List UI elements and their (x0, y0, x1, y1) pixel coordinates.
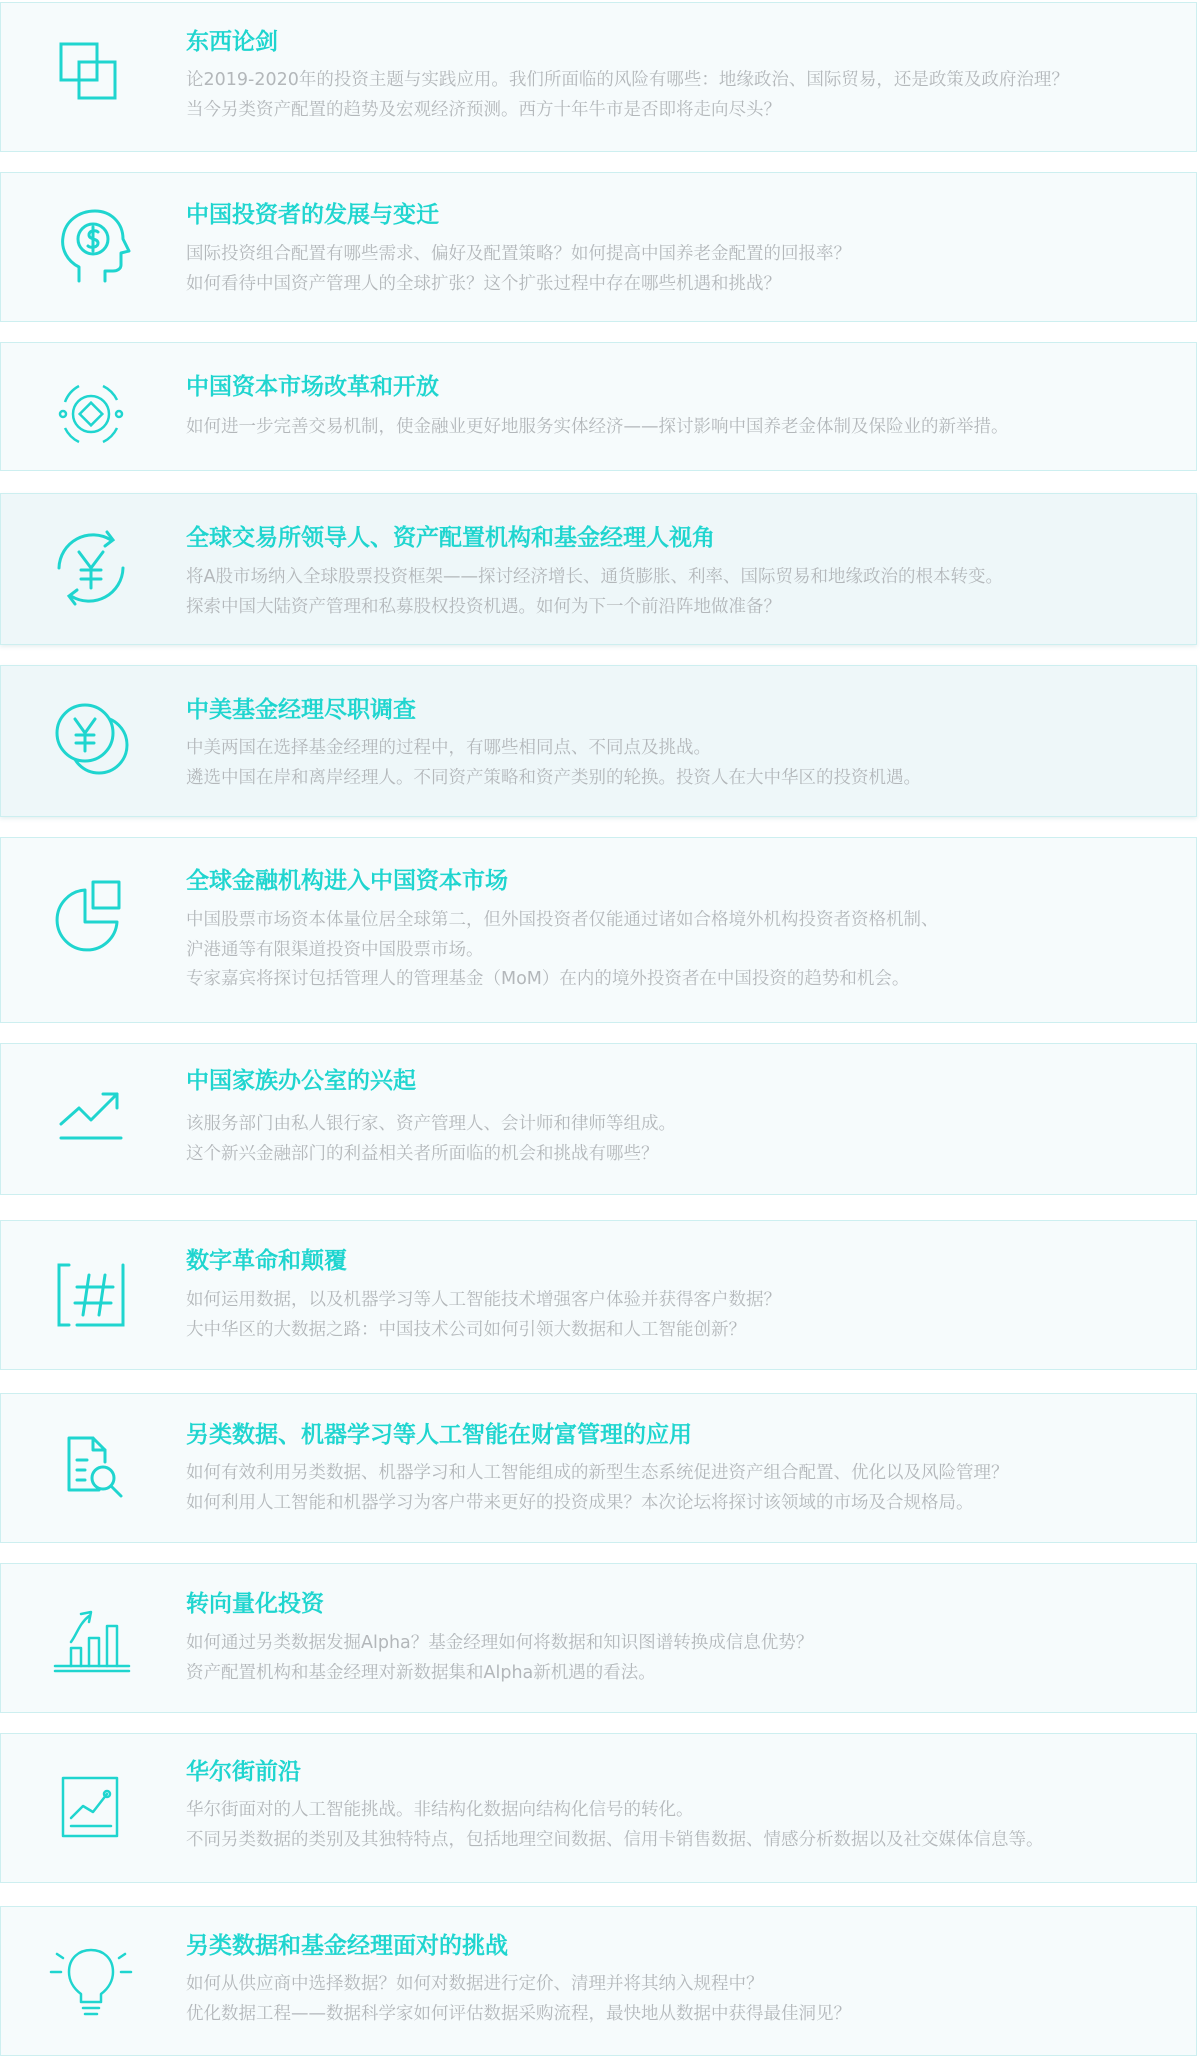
overlapping-squares-icon (49, 34, 133, 118)
topic-card-1 (0, 2, 1197, 152)
topic-title: 中国家族办公室的兴起 (186, 1068, 416, 1094)
topic-line: 如何有效利用另类数据、机器学习和人工智能组成的新型生态系统促进资产组合配置、优化以及风险管理？ (186, 1463, 1009, 1483)
topic-line: 论2019-2020年的投资主题与实践应用。我们所面临的风险有哪些：地缘政治、国际贸易，还是政策及政府治理？ (186, 70, 1069, 90)
topic-title: 全球交易所领导人、资产配置机构和基金经理人视角 (186, 525, 715, 551)
topic-card-4 (0, 493, 1197, 645)
topic-line: 如何进一步完善交易机制，使金融业更好地服务实体经济——探讨影响中国养老金体制及保险业的新举措。 (186, 417, 1009, 437)
pie-chart-icon (49, 872, 133, 956)
topic-description (186, 563, 1186, 622)
topic-line: 将A股市场纳入全球股票投资框架——探讨经济增长、通货膨胀、利率、国际贸易和地缘政治的根本转变。 (186, 567, 1003, 587)
lightbulb-icon (49, 1938, 133, 2022)
topic-title: 中美基金经理尽职调查 (186, 697, 416, 723)
topic-title: 华尔街前沿 (186, 1759, 301, 1785)
topic-title: 中国资本市场改革和开放 (186, 374, 439, 400)
chart-frame-icon (49, 1768, 133, 1852)
topic-title: 全球金融机构进入中国资本市场 (186, 868, 508, 894)
topic-card-10 (0, 1563, 1197, 1713)
document-search-icon (49, 1428, 133, 1512)
topic-line: 如何利用人工智能和机器学习为客户带来更好的投资成果？本次论坛将探讨该领域的市场及合规格局。 (186, 1492, 974, 1513)
topic-description (186, 240, 1186, 299)
topic-description (186, 1110, 1186, 1169)
topic-card-8 (0, 1220, 1197, 1370)
topic-description (186, 1796, 1186, 1855)
topic-line: 如何通过另类数据发掘Alpha？基金经理如何将数据和知识图谱转换成信息优势？ (186, 1633, 814, 1653)
topic-line: 沪港通等有限渠道投资中国股票市场。 (186, 939, 484, 960)
topic-line: 资产配置机构和基金经理对新数据集和Alpha新机遇的看法。 (186, 1662, 656, 1683)
hash-frame-icon (49, 1255, 133, 1339)
topic-card-11 (0, 1733, 1197, 1883)
topic-title: 数字革命和颠覆 (186, 1248, 347, 1274)
topic-line: 华尔街面对的人工智能挑战。非结构化数据向结构化信号的转化。 (186, 1800, 694, 1820)
trend-up-icon (49, 1076, 133, 1160)
topic-line: 该服务部门由私人银行家、资产管理人、会计师和律师等组成。 (186, 1114, 676, 1134)
topic-line: 中美两国在选择基金经理的过程中，有哪些相同点、不同点及挑战。 (186, 738, 711, 758)
topic-description (186, 66, 1186, 125)
topic-line: 探索中国大陆资产管理和私募股权投资机遇。如何为下一个前沿阵地做准备？ (186, 596, 781, 617)
topic-description (186, 1286, 1186, 1345)
topic-line: 遴选中国在岸和离岸经理人。不同资产策略和资产类别的轮换。投资人在大中华区的投资机遇。 (186, 767, 921, 788)
topic-line: 专家嘉宾将探讨包括管理人的管理基金（MoM）在内的境外投资者在中国投资的趋势和机会。 (186, 969, 910, 989)
topic-title: 东西论剑 (186, 29, 278, 55)
topic-line: 不同另类数据的类别及其独特特点，包括地理空间数据、信用卡销售数据、情感分析数据以及社交媒体信息等。 (186, 1829, 1044, 1850)
topic-line: 国际投资组合配置有哪些需求、偏好及配置策略？如何提高中国养老金配置的回报率？ (186, 244, 851, 264)
topic-title: 中国投资者的发展与变迁 (186, 202, 439, 228)
head-dollar-icon (49, 203, 133, 287)
bar-chart-arrow-icon (49, 1596, 133, 1680)
topic-line: 当今另类资产配置的趋势及宏观经济预测。西方十年牛市是否即将走向尽头？ (186, 99, 781, 120)
topic-description (186, 1459, 1186, 1518)
topic-title: 转向量化投资 (186, 1591, 324, 1617)
topic-card-3 (0, 342, 1197, 471)
topic-card-5 (0, 665, 1197, 817)
topic-line: 如何从供应商中选择数据？如何对数据进行定价、清理并将其纳入规程中？ (186, 1974, 764, 1994)
yuan-exchange-icon (49, 526, 133, 610)
topic-card-7 (0, 1043, 1197, 1195)
topic-card-2 (0, 172, 1197, 322)
topic-description (186, 906, 1186, 995)
topic-card-9 (0, 1393, 1197, 1543)
topic-line: 如何看待中国资产管理人的全球扩张？这个扩张过程中存在哪些机遇和挑战？ (186, 273, 781, 294)
topic-title: 另类数据和基金经理面对的挑战 (186, 1933, 508, 1959)
topic-card-12 (0, 1906, 1197, 2056)
topic-description (186, 413, 1186, 443)
topic-line: 优化数据工程——数据科学家如何评估数据采购流程，最快地从数据中获得最佳洞见？ (186, 2003, 851, 2024)
topic-line: 中国股票市场资本体量位居全球第二，但外国投资者仅能通过诸如合格境外机构投资者资格机制、 (186, 910, 939, 930)
topic-description (186, 1970, 1186, 2029)
topic-description (186, 1629, 1186, 1688)
coin-orbit-icon (49, 372, 133, 456)
topic-description (186, 734, 1186, 793)
topic-line: 大中华区的大数据之路：中国技术公司如何引领大数据和人工智能创新？ (186, 1319, 746, 1340)
topic-card-6 (0, 837, 1197, 1023)
yuan-coins-icon (49, 697, 133, 781)
topic-line: 如何运用数据，以及机器学习等人工智能技术增强客户体验并获得客户数据？ (186, 1290, 781, 1310)
topic-title: 另类数据、机器学习等人工智能在财富管理的应用 (186, 1422, 692, 1448)
topic-line: 这个新兴金融部门的利益相关者所面临的机会和挑战有哪些？ (186, 1143, 659, 1164)
